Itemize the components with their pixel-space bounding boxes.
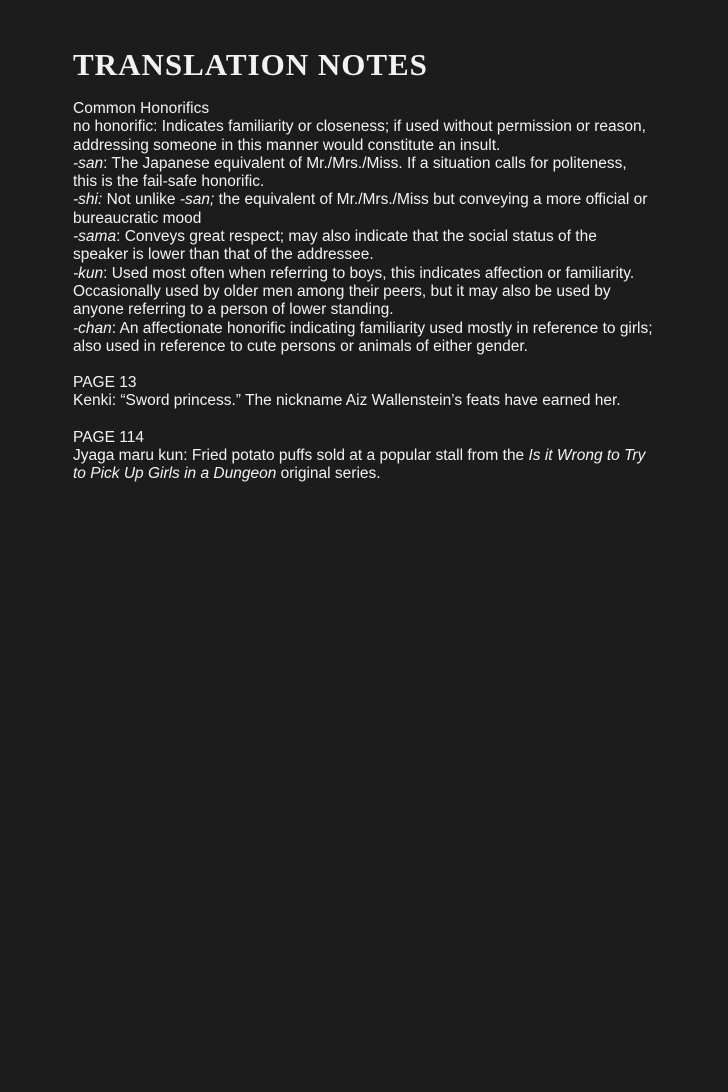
honorific-description: : Conveys great respect; may also indicate that the social status of the speaker is lower than that of the addressee. — [73, 228, 597, 264]
honorific-description: the equivalent of Mr./Mrs./Miss but conveying a more official or bureaucratic mood — [73, 191, 648, 227]
note-page-label: PAGE 13 — [73, 374, 137, 392]
page-title: TRANSLATION NOTES — [73, 47, 428, 82]
series-title: Is it Wrong to Try to Pick Up Girls in a Dungeon — [73, 447, 646, 483]
honorific-entry-kun — [73, 265, 653, 320]
note-page-label: PAGE 114 — [73, 428, 144, 446]
honorific-term: no honorific — [73, 118, 154, 136]
honorific-term: -sama — [73, 228, 117, 246]
note-text — [73, 447, 653, 484]
honorific-description: : Indicates familiarity or closeness; if used without permission or reason, addressing someone in this manner would constitute an insult. — [73, 118, 646, 154]
note-text-part: original series. — [276, 465, 381, 483]
honorifics-section — [73, 100, 653, 356]
honorific-entry-sama — [73, 228, 653, 265]
honorific-term: -chan — [73, 319, 112, 337]
honorific-term: -san — [73, 154, 104, 172]
honorific-entry-san — [73, 155, 653, 192]
note-text: Kenki: “Sword princess.” The nickname Aiz Wallenstein’s feats have earned her. — [73, 392, 621, 410]
honorific-description-italic: -san; — [179, 191, 215, 209]
honorifics-heading: Common Honorifics — [73, 100, 210, 117]
honorific-term: -shi: — [73, 191, 103, 209]
honorific-description: : The Japanese equivalent of Mr./Mrs./Miss. If a situation calls for politeness, this is the fail-safe honorific. — [73, 154, 627, 191]
honorific-description: : Used most often when referring to boys, this indicates affection or familiarity. Occasionally used by older men among their peers, but it may also be used by anyone referring to a person of lower standing. — [73, 264, 635, 319]
honorific-description: : An affectionate honorific indicating familiarity used mostly in reference to girls; also used in reference to cute persons or animals of either gender. — [73, 319, 653, 355]
honorific-description: Not unlike — [102, 191, 180, 209]
note-page-13 — [73, 374, 653, 411]
honorific-entry-chan — [73, 320, 653, 357]
translation-notes-page — [73, 46, 653, 484]
honorific-entry-shi — [73, 191, 653, 228]
note-text-part: Jyaga maru kun: Fried potato puffs sold at a popular stall from the — [73, 447, 529, 465]
honorific-term: -kun — [73, 264, 104, 282]
note-page-114 — [73, 429, 653, 484]
honorific-entry-none — [73, 118, 653, 155]
